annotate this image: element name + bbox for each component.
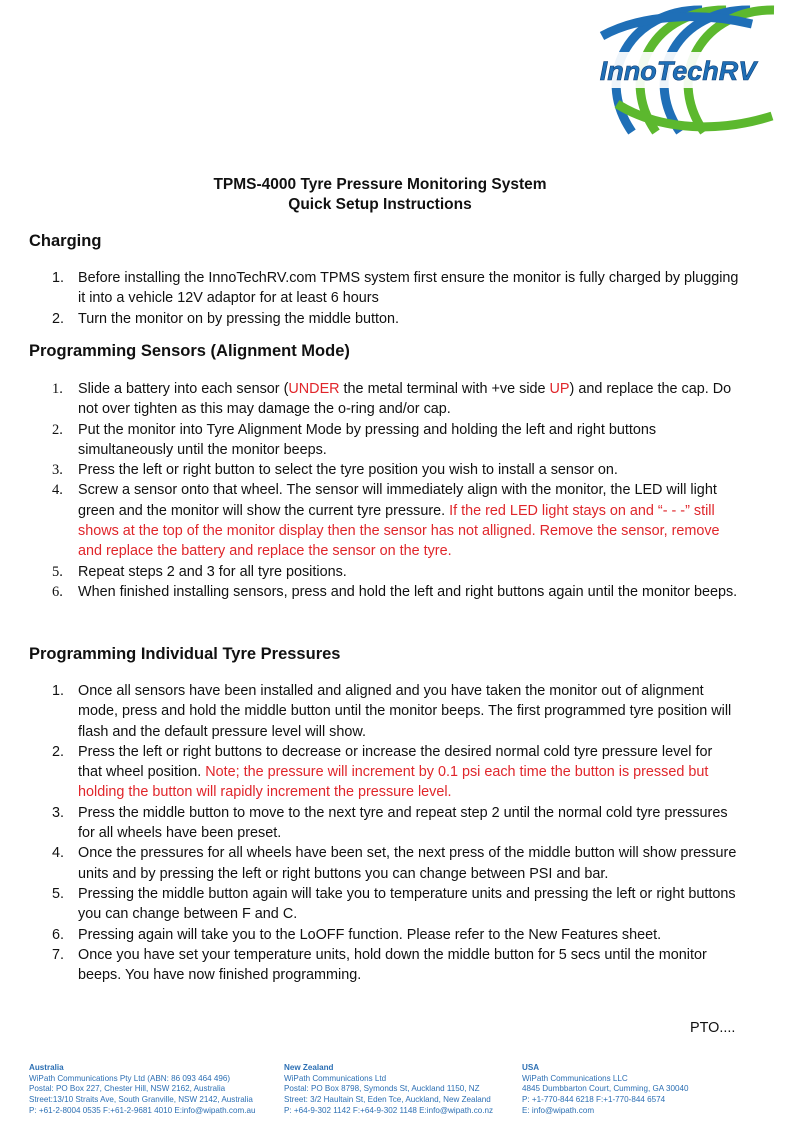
- item-text: When finished installing sensors, press and hold the left and right buttons again until the monitor beeps.: [78, 583, 738, 600]
- footer-line: E: info@wipath.com: [522, 1105, 595, 1115]
- innotechrv-logo: [572, 4, 782, 136]
- footer-new-zealand: [284, 1063, 493, 1117]
- note-text: Note; the pressure will increment by 0.1 psi each time the button is pressed but holding the button will rapidly increment the pressure level.: [78, 764, 709, 801]
- item-text: Put the monitor into Tyre Alignment Mode by pressing and holding the left and right buttons simultaneously until the monitor beeps.: [78, 421, 657, 458]
- item-number: 1.: [52, 381, 63, 397]
- list-item: [28, 843, 740, 884]
- item-text: Press the left or right button to select the tyre position you wish to install a sensor on.: [78, 462, 618, 479]
- list-item: [28, 803, 740, 844]
- pto-note: PTO....: [690, 1020, 736, 1036]
- item-number: 3.: [52, 462, 63, 479]
- footer-line: 4845 Dumbbarton Court, Cumming, GA 30040: [522, 1084, 689, 1094]
- highlight-under: UNDER: [288, 381, 340, 397]
- footer-title: Australia: [29, 1063, 64, 1072]
- item-text: ) and replace the cap. Do not over tighten as this may damage the o-ring and/or cap.: [78, 381, 732, 418]
- footer-line: P: +64-9-302 1142 F:+64-9-302 1148 E:info@wipath.co.nz: [284, 1105, 494, 1115]
- item-text: Turn the monitor on by pressing the middle button.: [78, 310, 400, 327]
- item-number: 7.: [52, 946, 65, 963]
- list-item: [28, 884, 740, 925]
- footer-title: New Zealand: [284, 1063, 334, 1072]
- footer-line: P: +1-770-844 6218 F:+1-770-844 6574: [522, 1095, 666, 1105]
- warning-text: If the red LED light stays on and “- - -” still shows at the top of the monitor display then the sensor has not alligned. Remove the sensor, remove and replace the battery and replace the sensor on the tyre.: [78, 502, 720, 560]
- item-text: Pressing again will take you to the LoOFF function. Please refer to the New Features sheet.: [78, 926, 662, 943]
- item-text: Press the middle button to move to the next tyre and repeat step 2 until the normal cold tyre pressures for all wheels have been preset.: [78, 804, 728, 842]
- footer-line: Postal: PO Box 8798, Symonds St, Auckland 1150, NZ: [284, 1084, 480, 1094]
- item-text: Once the pressures for all wheels have been set, the next press of the middle button will show pressure units and by pressing the left or right buttons you can change between PSI and bar.: [78, 845, 737, 882]
- footer-usa: [522, 1063, 688, 1117]
- item-text: Repeat steps 2 and 3 for all tyre positions.: [78, 563, 347, 580]
- footer-line: WiPath Communications Pty Ltd (ABN: 86 093 464 496): [29, 1073, 231, 1083]
- highlight-up: UP: [549, 381, 570, 397]
- list-item: [28, 268, 740, 309]
- footer-line: Postal: PO Box 227, Chester Hill, NSW 2162, Australia: [29, 1084, 226, 1094]
- item-number: 5.: [52, 563, 63, 580]
- charging-list: [28, 268, 740, 329]
- item-text: Pressing the middle button again will take you to temperature units and pressing the left or right buttons you can change between F and C.: [78, 885, 736, 923]
- item-number: 2.: [52, 310, 65, 327]
- list-item: [28, 460, 740, 480]
- list-item: [28, 681, 740, 742]
- item-number: 4.: [52, 482, 63, 499]
- footer-line: WiPath Communications Ltd: [284, 1073, 387, 1083]
- list-item: [28, 945, 740, 986]
- logo-text: InnoTechRV: [599, 56, 757, 86]
- footer-line: P: +61-2-8004 0535 F:+61-2-9681 4010 E:info@wipath.com.au: [29, 1105, 256, 1115]
- item-text: Before installing the InnoTechRV.com TPMS system first ensure the monitor is fully charged by plugging it into a vehicle 12V adaptor for at least 6 hours: [78, 270, 739, 307]
- pressures-list: [28, 681, 740, 985]
- list-item: [28, 480, 740, 561]
- item-text: Press the left or right buttons to decrease or increase the desired normal cold tyre pressure level for that wheel position.: [78, 743, 713, 781]
- footer-line: WiPath Communications LLC: [522, 1073, 628, 1083]
- item-number: 6.: [52, 583, 63, 600]
- footer-australia: [29, 1063, 255, 1117]
- heading-charging: Charging: [29, 232, 102, 250]
- footer-line: Street: 3/2 Haultain St, Eden Tce, Auckland, New Zealand: [284, 1095, 491, 1105]
- item-number: 1.: [52, 683, 65, 699]
- item-text: Once all sensors have been installed and aligned and you have taken the monitor out of alignment mode, press and hold the middle button until the monitor beeps. The first programmed tyre position will flash and the default pressure level will show.: [78, 683, 732, 740]
- sensors-list: [28, 379, 740, 602]
- title-line-2: Quick Setup Instructions: [288, 196, 472, 213]
- list-item: [28, 582, 740, 602]
- footer-title: USA: [522, 1063, 540, 1072]
- heading-programming-pressures: Programming Individual Tyre Pressures: [29, 645, 341, 663]
- list-item: [28, 420, 740, 461]
- list-item: [28, 925, 740, 945]
- heading-programming-sensors: Programming Sensors (Alignment Mode): [29, 342, 350, 360]
- item-number: 6.: [52, 926, 65, 943]
- document-title: [0, 175, 760, 215]
- item-number: 4.: [52, 845, 65, 862]
- footer-line: Street:13/10 Straits Ave, South Granville, NSW 2142, Australia: [29, 1095, 253, 1105]
- item-number: 1.: [52, 270, 65, 286]
- item-text: Screw a sensor onto that wheel. The sensor will immediately align with the monitor, the LED will light green and the monitor will show the current tyre pressure.: [78, 482, 717, 519]
- item-text: Slide a battery into each sensor (: [78, 381, 289, 397]
- list-item: [28, 742, 740, 803]
- item-number: 5.: [52, 885, 65, 902]
- list-item: [28, 309, 740, 329]
- list-item: [28, 379, 740, 420]
- title-line-1: TPMS-4000 Tyre Pressure Monitoring System: [213, 176, 547, 193]
- item-number: 3.: [52, 804, 65, 821]
- item-text: Once you have set your temperature units, hold down the middle button for 5 secs until the monitor beeps. You have now finished programming.: [78, 946, 707, 984]
- item-text: the metal terminal with +ve side: [339, 381, 550, 397]
- list-item: [28, 562, 740, 582]
- item-number: 2.: [52, 421, 63, 438]
- item-number: 2.: [52, 743, 65, 760]
